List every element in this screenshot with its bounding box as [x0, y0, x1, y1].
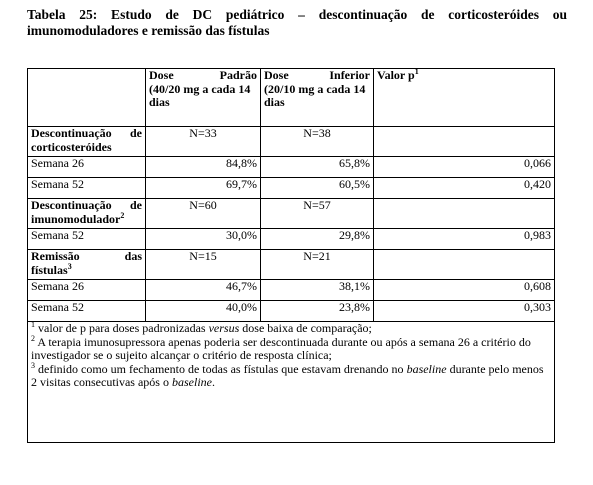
section-header-row — [28, 250, 555, 280]
row-p-value: 0,608 — [374, 280, 555, 301]
table-row — [28, 301, 555, 322]
table-row — [28, 178, 555, 199]
table-row — [28, 157, 555, 178]
section-n-standard: N=15 — [146, 250, 261, 280]
section-title: Descontinuação de imunomodulador$^2$ — [28, 199, 146, 229]
section-title: Descontinuação de corticosteróides — [28, 127, 146, 157]
footnote-1: $^1$ valor de p para doses padronizadas versus dose baixa de comparação; — [31, 320, 372, 335]
table-caption — [27, 7, 567, 39]
section-p-empty — [374, 127, 555, 157]
section-n-standard: N=60 — [146, 199, 261, 229]
row-standard-value: 30,0% — [146, 229, 261, 250]
footnote-2: $^2$ A terapia imunosupressora apenas poderia ser descontinuada durante ou após a semana 26 a critério do investigador se o sujeito alcançar o critério de resposta clínica; — [31, 333, 531, 362]
row-label: Semana 52 — [28, 301, 146, 322]
row-p-value: 0,420 — [374, 178, 555, 199]
footnotes-cell — [28, 322, 555, 443]
section-p-empty — [374, 199, 555, 229]
row-label: Semana 52 — [28, 229, 146, 250]
table-row — [28, 280, 555, 301]
section-p-empty — [374, 250, 555, 280]
row-standard-value: 46,7% — [146, 280, 261, 301]
row-lower-value: 23,8% — [261, 301, 374, 322]
section-n-lower: N=21 — [261, 250, 374, 280]
row-lower-value: 65,8% — [261, 157, 374, 178]
row-label: Semana 52 — [28, 178, 146, 199]
section-title: Remissão das fístulas$^3$ — [28, 250, 146, 280]
row-lower-value: 29,8% — [261, 229, 374, 250]
header-empty-cell — [28, 69, 146, 127]
caption-line-2: imunomoduladores e remissão das fístulas — [27, 23, 270, 38]
results-table — [27, 68, 555, 443]
row-lower-value: 38,1% — [261, 280, 374, 301]
row-p-value: 0,303 — [374, 301, 555, 322]
row-standard-value: 84,8% — [146, 157, 261, 178]
row-label: Semana 26 — [28, 280, 146, 301]
row-label: Semana 26 — [28, 157, 146, 178]
row-p-value: 0,983 — [374, 229, 555, 250]
caption-line-1: Tabela 25: Estudo de DC pediátrico – descontinuação de corticosteróides ou — [27, 7, 567, 22]
section-header-row — [28, 199, 555, 229]
footnote-3: $^3$ definido como um fechamento de todas as fístulas que estavam drenando no baseline durante pelo menos 2 visitas consecutivas após o baseline. — [31, 360, 544, 389]
footnotes-row — [28, 322, 555, 443]
section-n-standard: N=33 — [146, 127, 261, 157]
row-standard-value: 40,0% — [146, 301, 261, 322]
row-lower-value: 60,5% — [261, 178, 374, 199]
header-standard-dose: Dose Padrão (40/20 mg a cada 14 dias — [146, 69, 261, 127]
section-n-lower: N=57 — [261, 199, 374, 229]
section-n-lower: N=38 — [261, 127, 374, 157]
row-p-value: 0,066 — [374, 157, 555, 178]
section-header-row — [28, 127, 555, 157]
header-row — [28, 69, 555, 127]
table-row — [28, 229, 555, 250]
header-p-value: Valor $p^1$ — [374, 69, 555, 127]
header-lower-dose: Dose Inferior (20/10 mg a cada 14 dias — [261, 69, 374, 127]
row-standard-value: 69,7% — [146, 178, 261, 199]
